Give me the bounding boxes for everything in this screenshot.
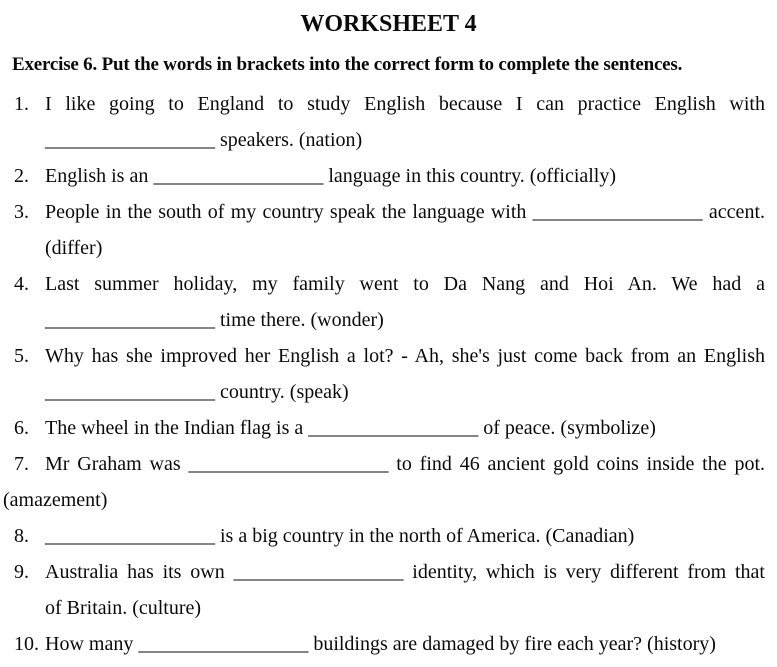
sentence-4-line-2 [0, 302, 777, 338]
sentence-5-line-1 [0, 338, 777, 374]
sentence-text: _________________ is a big country in the north of America. (Canadian) [45, 525, 635, 547]
item-number: 9. [14, 561, 29, 583]
item-number: 3. [14, 201, 29, 223]
item-number: 4. [14, 273, 29, 295]
sentence-7-line-2 [0, 482, 777, 518]
sentence-8-line-1 [0, 518, 777, 554]
sentence-10-line-1 [0, 626, 777, 662]
worksheet-body [0, 86, 777, 662]
item-number: 7. [14, 453, 29, 475]
sentence-text: (amazement) [3, 489, 108, 511]
sentence-text: Australia has its own _________________ identity, which is very different from that [45, 561, 765, 583]
worksheet-item-3 [0, 194, 777, 266]
sentence-9-line-2 [0, 590, 777, 626]
item-number: 1. [14, 93, 29, 115]
item-number: 5. [14, 345, 29, 367]
sentence-text: _________________ country. (speak) [45, 381, 349, 403]
sentence-text: People in the south of my country speak the language with _________________ accent. [45, 201, 765, 223]
worksheet-item-9 [0, 554, 777, 626]
sentence-4-line-1 [0, 266, 777, 302]
worksheet-item-2 [0, 158, 777, 194]
worksheet-item-7 [0, 446, 777, 518]
item-number: 8. [14, 525, 29, 547]
worksheet-item-4 [0, 266, 777, 338]
worksheet-item-8 [0, 518, 777, 554]
sentence-5-line-2 [0, 374, 777, 410]
item-number: 10. [14, 633, 39, 655]
worksheet-item-10 [0, 626, 777, 662]
sentence-text: (differ) [45, 237, 103, 259]
sentence-1-line-2 [0, 122, 777, 158]
sentence-text: The wheel in the Indian flag is a _________________ of peace. (symbolize) [45, 417, 656, 439]
sentence-3-line-1 [0, 194, 777, 230]
sentence-6-line-1 [0, 410, 777, 446]
sentence-2-line-1 [0, 158, 777, 194]
worksheet-item-5 [0, 338, 777, 410]
sentence-text: of Britain. (culture) [45, 597, 202, 619]
item-number: 2. [14, 165, 29, 187]
worksheet-item-1 [0, 86, 777, 158]
exercise-heading: Exercise 6. Put the words in brackets into the correct form to complete the sentences. [12, 54, 683, 75]
page-title: WORKSHEET 4 [300, 11, 477, 37]
sentence-text: _________________ speakers. (nation) [45, 129, 363, 151]
item-number: 6. [14, 417, 29, 439]
sentence-text: How many _________________ buildings are damaged by fire each year? (history) [45, 633, 716, 655]
sentence-text: Last summer holiday, my family went to Da Nang and Hoi An. We had a [45, 273, 765, 295]
sentence-text: Why has she improved her English a lot? - Ah, she's just come back from an English [45, 345, 765, 367]
sentence-text: Mr Graham was ____________________ to find 46 ancient gold coins inside the pot. [45, 453, 765, 475]
sentence-7-line-1 [0, 446, 777, 482]
sentence-1-line-1 [0, 86, 777, 122]
sentence-text: English is an _________________ language in this country. (officially) [45, 165, 617, 187]
sentence-3-line-2 [0, 230, 777, 266]
worksheet-item-6 [0, 410, 777, 446]
sentence-text: _________________ time there. (wonder) [45, 309, 384, 331]
sentence-9-line-1 [0, 554, 777, 590]
sentence-text: I like going to England to study English because I can practice English with [45, 93, 765, 115]
